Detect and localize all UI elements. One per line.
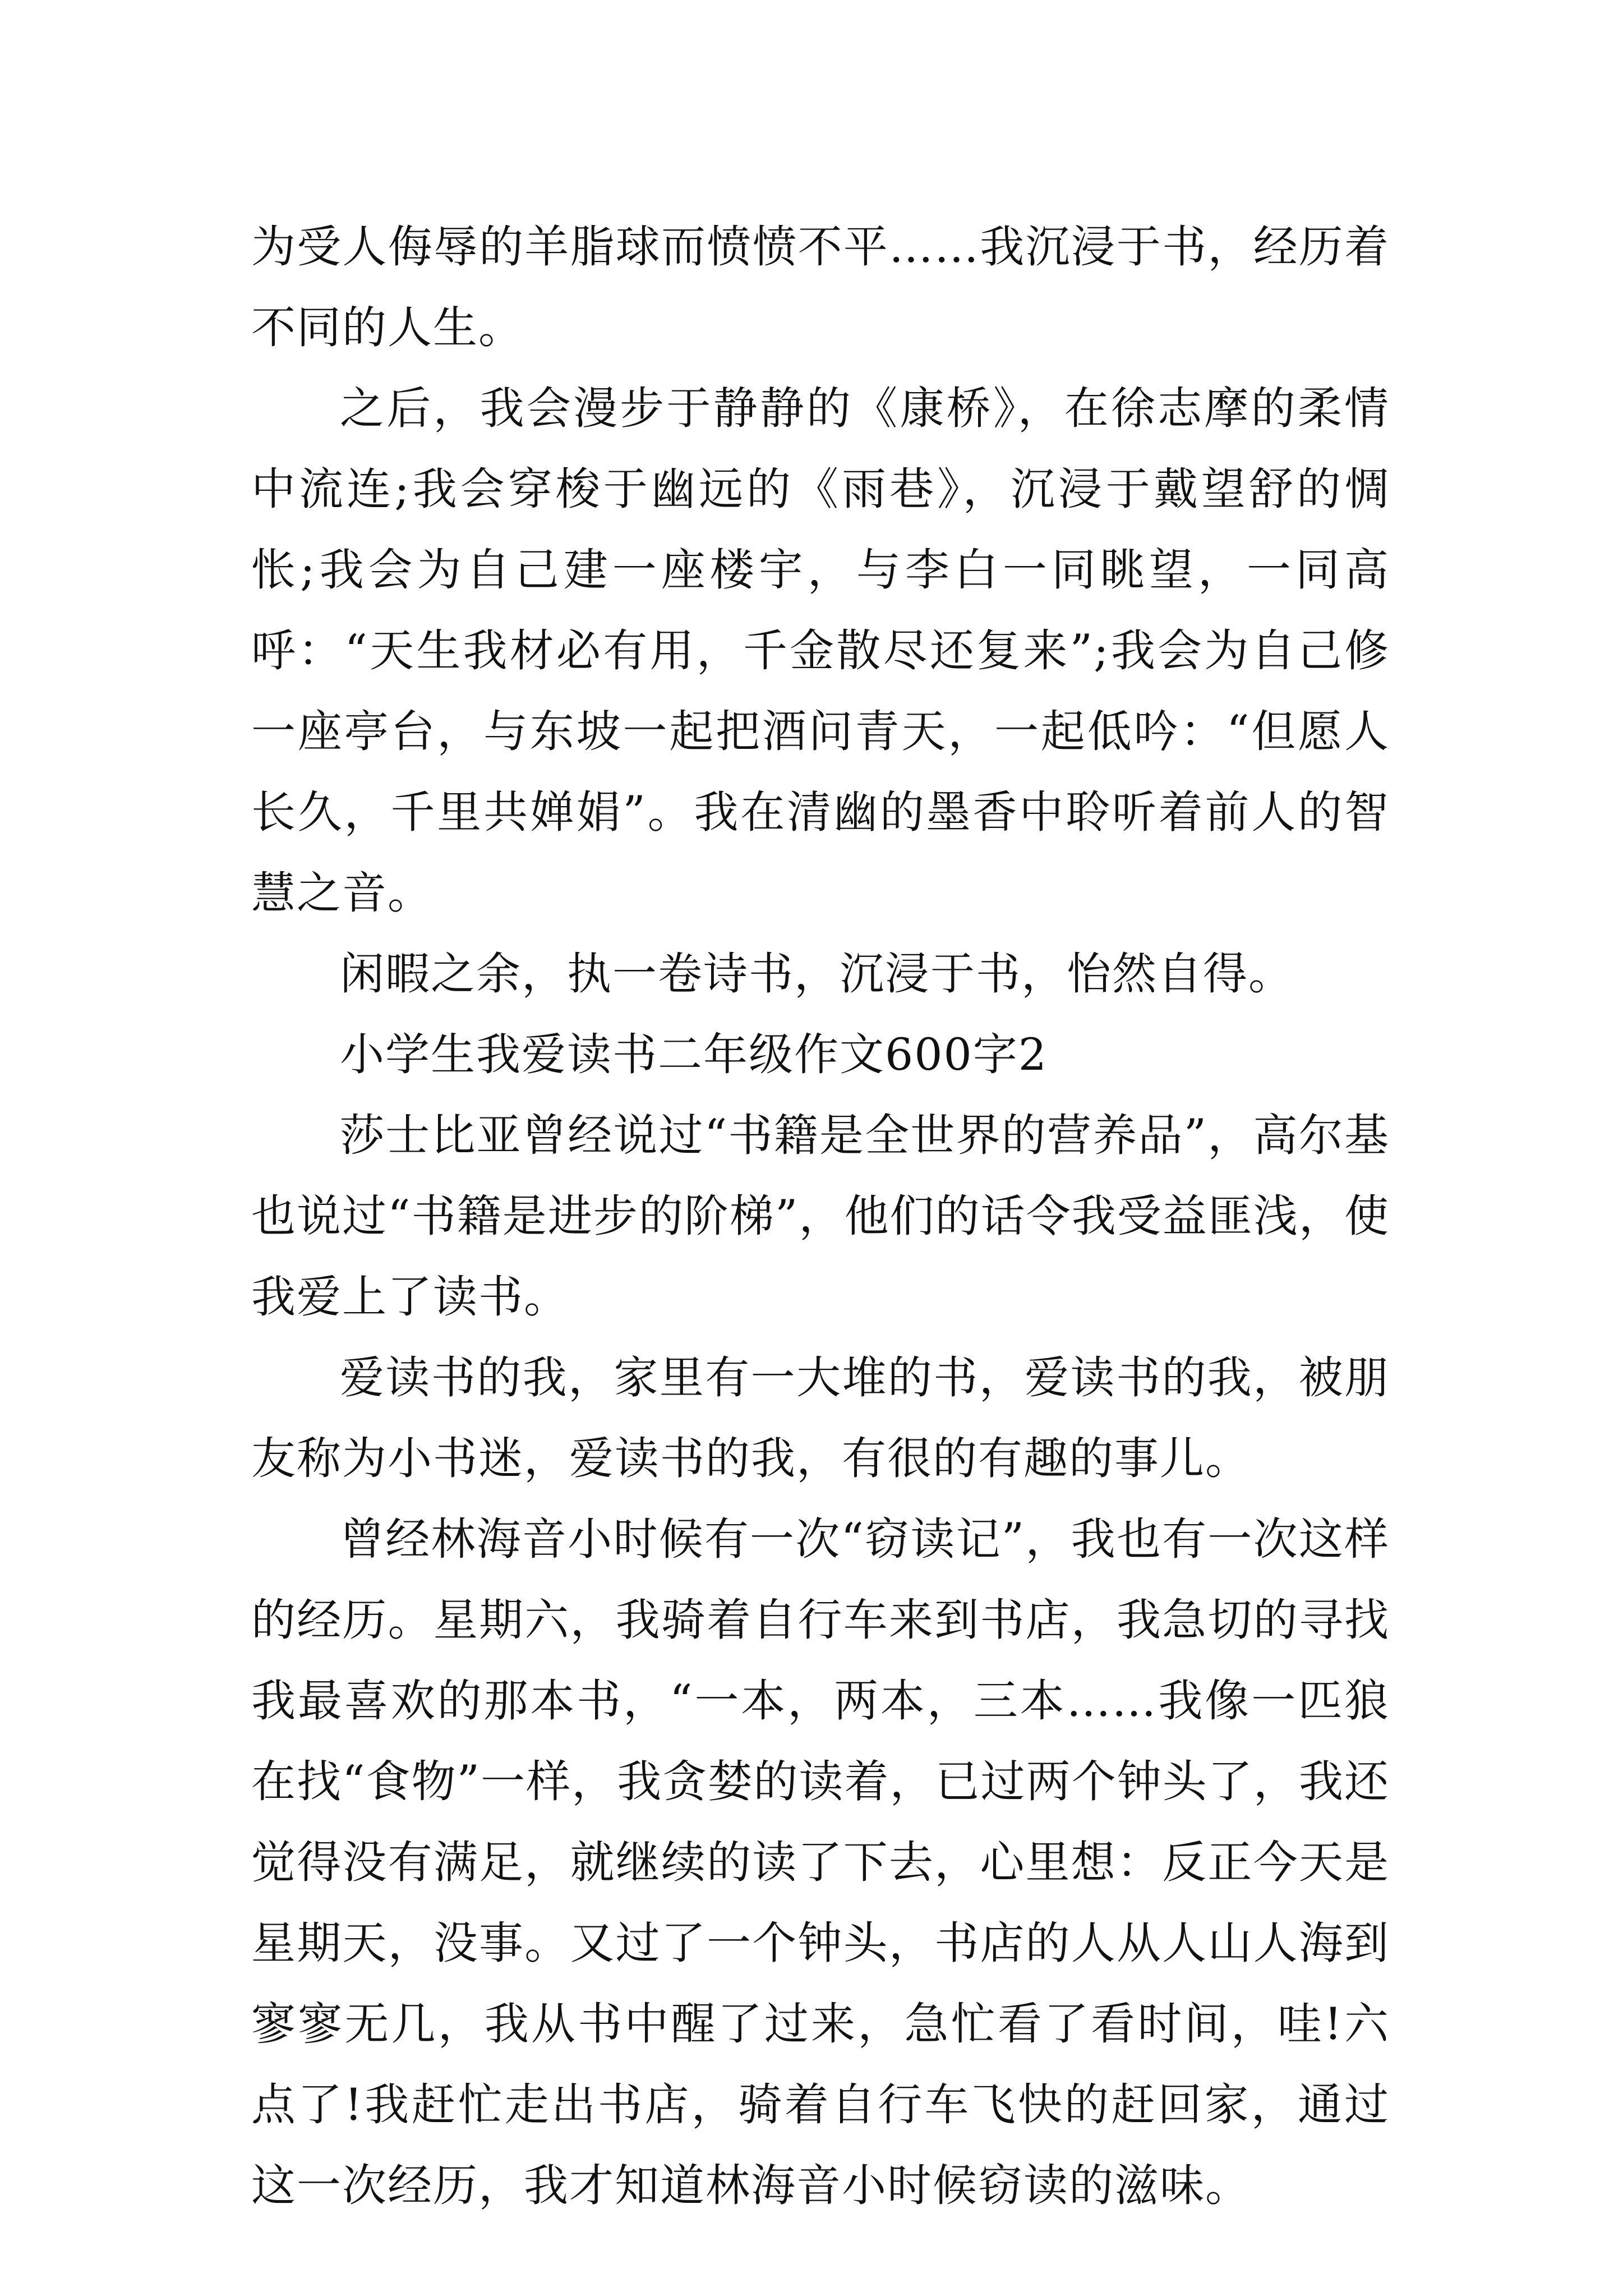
essay-heading: 小学生我爱读书二年级作文600字2 — [340, 1029, 1048, 1080]
document-body — [251, 206, 1390, 2226]
paragraph-story: 曾经林海音小时候有一次“窃读记”，我也有一次这样的经历。星期六，我骑着自行车来到书店，我急切的寻找我最喜欢的那本书，“一本，两本，三本……我像一匹狼在找“食物”一样，我贪婪的读着，已过两个钟头了，我还觉得没有满足，就继续的读了下去，心里想：反正今天是星期天，没事。又过了一个钟头，书店的人从人山人海到寥寥无几，我从书中醒了过来，急忙看了看时间，哇!六点了!我赶忙走出书店，骑着自行车飞快的赶回家，通过这一次经历，我才知道林海音小时候窃读的滋味。 — [251, 1513, 1390, 2211]
paragraph-book-lover: 爱读书的我，家里有一大堆的书，爱读书的我，被朋友称为小书迷，爱读书的我，有很的有趣的事儿。 — [251, 1352, 1390, 1484]
paragraph-kangqiao: 之后，我会漫步于静静的《康桥》，在徐志摩的柔情中流连;我会穿梭于幽远的《雨巷》，沉浸于戴望舒的惆怅;我会为自己建一座楼宇，与李白一同眺望，一同高呼：“天生我材必有用，千金散尽还复来”;我会为自己修一座亭台，与东坡一起把酒问青天，一起低吟：“但愿人长久，千里共婵娟”。我在清幽的墨香中聆听着前人的智慧之音。 — [251, 383, 1390, 919]
paragraph-continuation: 为受人侮辱的羊脂球而愤愤不平……我沉浸于书，经历着不同的人生。 — [251, 221, 1390, 353]
paragraph-leisure: 闲暇之余，执一卷诗书，沉浸于书，怡然自得。 — [340, 948, 1294, 1000]
paragraph-shakespeare: 莎士比亚曾经说过“书籍是全世界的营养品”，高尔基也说过“书籍是进步的阶梯”，他们的话令我受益匪浅，使我爱上了读书。 — [251, 1110, 1390, 1323]
